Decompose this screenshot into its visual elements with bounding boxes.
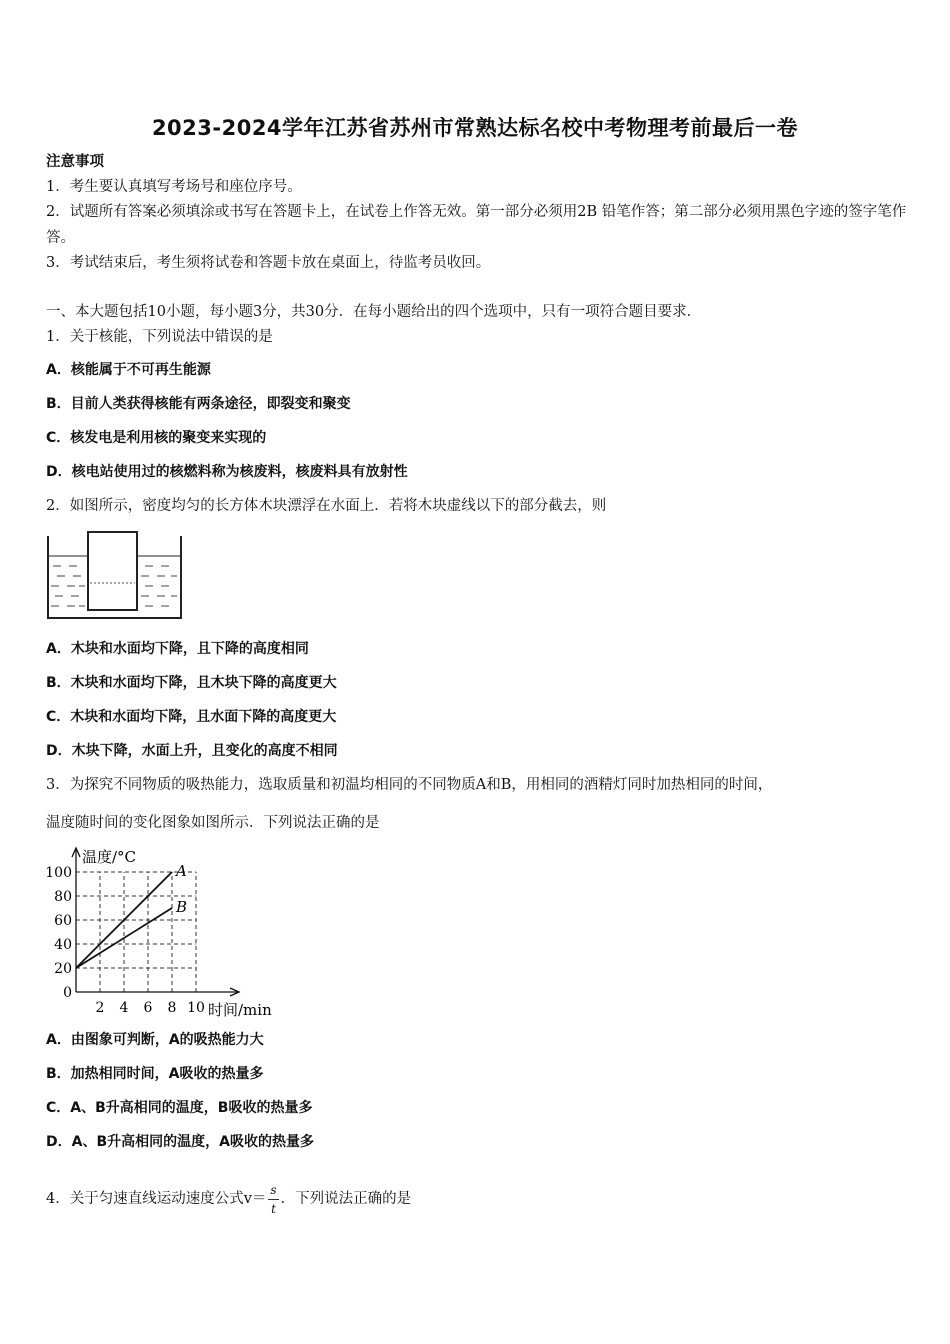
question-2-stem: 2．如图所示，密度均匀的长方体木块漂浮在水面上．若将木块虚线以下的部分截去，则 <box>46 498 607 514</box>
question-2-option-c: C．木块和水面均下降，且水面下降的高度更大 <box>46 709 337 725</box>
question-3-stem-line-1: 3．为探究不同物质的吸热能力，选取质量和初温均相同的不同物质A和B，用相同的酒精灯同时加热相同的时间， <box>46 777 773 793</box>
question-1-option-c: C．核发电是利用核的聚变来实现的 <box>46 430 267 446</box>
notice-item-1: 1．考生要认真填写考场号和座位序号。 <box>46 179 302 195</box>
temperature-time-chart <box>40 842 290 1017</box>
speed-formula-fraction <box>268 1183 278 1216</box>
series-label-A: A <box>176 862 187 880</box>
question-1-option-d: D．核电站使用过的核燃料称为核废料，核废料具有放射性 <box>46 464 408 480</box>
question-1-option-a: A．核能属于不可再生能源 <box>46 362 211 378</box>
x-tick-label-10: 10 <box>187 1000 205 1016</box>
question-4-stem <box>46 1176 411 1222</box>
y-tick-label-0: 0 <box>63 985 72 1001</box>
y-tick-label-80: 80 <box>54 889 72 905</box>
x-tick-label-6: 6 <box>143 1000 153 1016</box>
fraction-denominator: t <box>271 1201 276 1216</box>
question-1-option-b: B．目前人类获得核能有两条途径，即裂变和聚变 <box>46 396 351 412</box>
y-axis-label: 温度/°C <box>82 848 137 866</box>
x-axis-label: 时间/min <box>208 1001 272 1017</box>
y-tick-label-20: 20 <box>54 961 72 977</box>
question-2-option-d: D．木块下降，水面上升，且变化的高度不相同 <box>46 743 338 759</box>
floating-block-figure <box>45 530 185 622</box>
question-4-stem-before: 4．关于匀速直线运动速度公式v＝ <box>46 1191 267 1207</box>
question-3-option-a: A．由图象可判断，A的吸热能力大 <box>46 1032 264 1048</box>
question-1-stem: 1．关于核能，下列说法中错误的是 <box>46 329 273 345</box>
notice-item-3: 3．考试结束后，考生须将试卷和答题卡放在桌面上，待监考员收回。 <box>46 255 491 271</box>
question-3-option-d: D．A、B升高相同的温度，A吸收的热量多 <box>46 1134 314 1150</box>
question-3-stem-line-2: 温度随时间的变化图象如图所示．下列说法正确的是 <box>46 815 380 831</box>
page-title: 2023-2024学年江苏省苏州市常熟达标名校中考物理考前最后一卷 <box>151 116 799 140</box>
question-3-option-b: B．加热相同时间，A吸收的热量多 <box>46 1066 264 1082</box>
x-tick-label-2: 2 <box>95 1000 105 1016</box>
x-tick-label-4: 4 <box>119 1000 129 1016</box>
question-2-option-a: A．木块和水面均下降，且下降的高度相同 <box>46 641 309 657</box>
notice-item-2: 2．试题所有答案必须填涂或书写在答题卡上，在试卷上作答无效。第一部分必须用2B 铅笔作答；第二部分必须用黑色字迹的签字笔作答。 <box>46 204 907 246</box>
series-label-B: B <box>176 898 188 916</box>
y-tick-label-100: 100 <box>45 865 72 881</box>
notice-heading: 注意事项 <box>46 154 104 170</box>
y-tick-label-40: 40 <box>54 937 72 953</box>
x-tick-label-8: 8 <box>167 1000 177 1016</box>
fraction-numerator: s <box>268 1183 278 1200</box>
wooden-block <box>88 532 137 610</box>
series-line-B <box>76 908 172 968</box>
question-2-option-b: B．木块和水面均下降，且木块下降的高度更大 <box>46 675 337 691</box>
section-heading: 一、本大题包括10小题，每小题3分，共30分．在每小题给出的四个选项中，只有一项符合题目要求． <box>46 304 702 320</box>
y-tick-label-60: 60 <box>54 913 72 929</box>
question-4-stem-after: ．下列说法正确的是 <box>280 1191 412 1207</box>
question-3-option-c: C．A、B升高相同的温度，B吸收的热量多 <box>46 1100 313 1116</box>
